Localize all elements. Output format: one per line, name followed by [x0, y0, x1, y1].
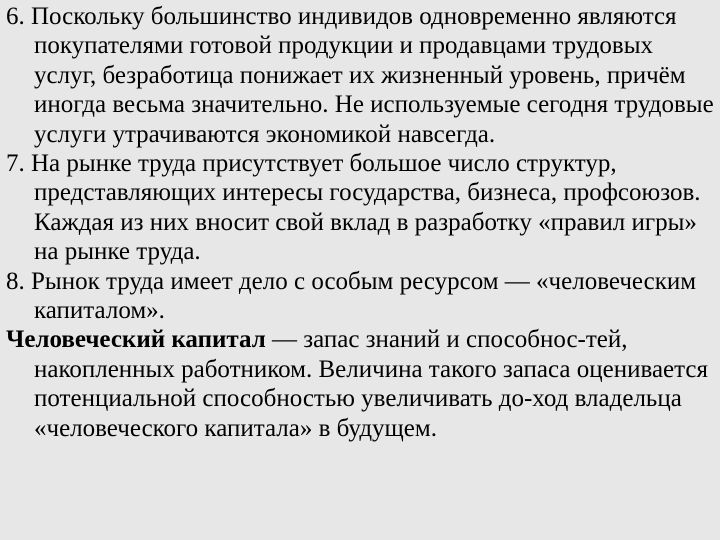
list-item-6: 6. Поскольку большинство индивидов одновременно являются покупателями готовой продукции и продавцами трудовых услуг, безработица понижает их жизненный уровень, причём иногда весьма значительно. Не используемые сегодня трудовые услуги утрачиваются экономикой навсегда. — [6, 3, 714, 148]
definition-text: — запас знаний и способнос-тей, накопленных работником. Величина такого запаса оценивается потенциальной способностью увеличивать до-ход владельца «человеческого капитала» в будущем. — [34, 326, 708, 442]
list-item-7: 7. На рынке труда присутствует большое число структур, представляющих интересы государства, бизнеса, профсоюзов. Каждая из них вносит свой вклад в разработку «правил игры» на рынке труда. — [6, 150, 701, 266]
list-item-8: 8. Рынок труда имеет дело с особым ресурсом — «человеческим капиталом». — [6, 267, 697, 325]
definition-term: Человеческий капитал — [6, 326, 266, 354]
definition-paragraph — [6, 325, 716, 443]
